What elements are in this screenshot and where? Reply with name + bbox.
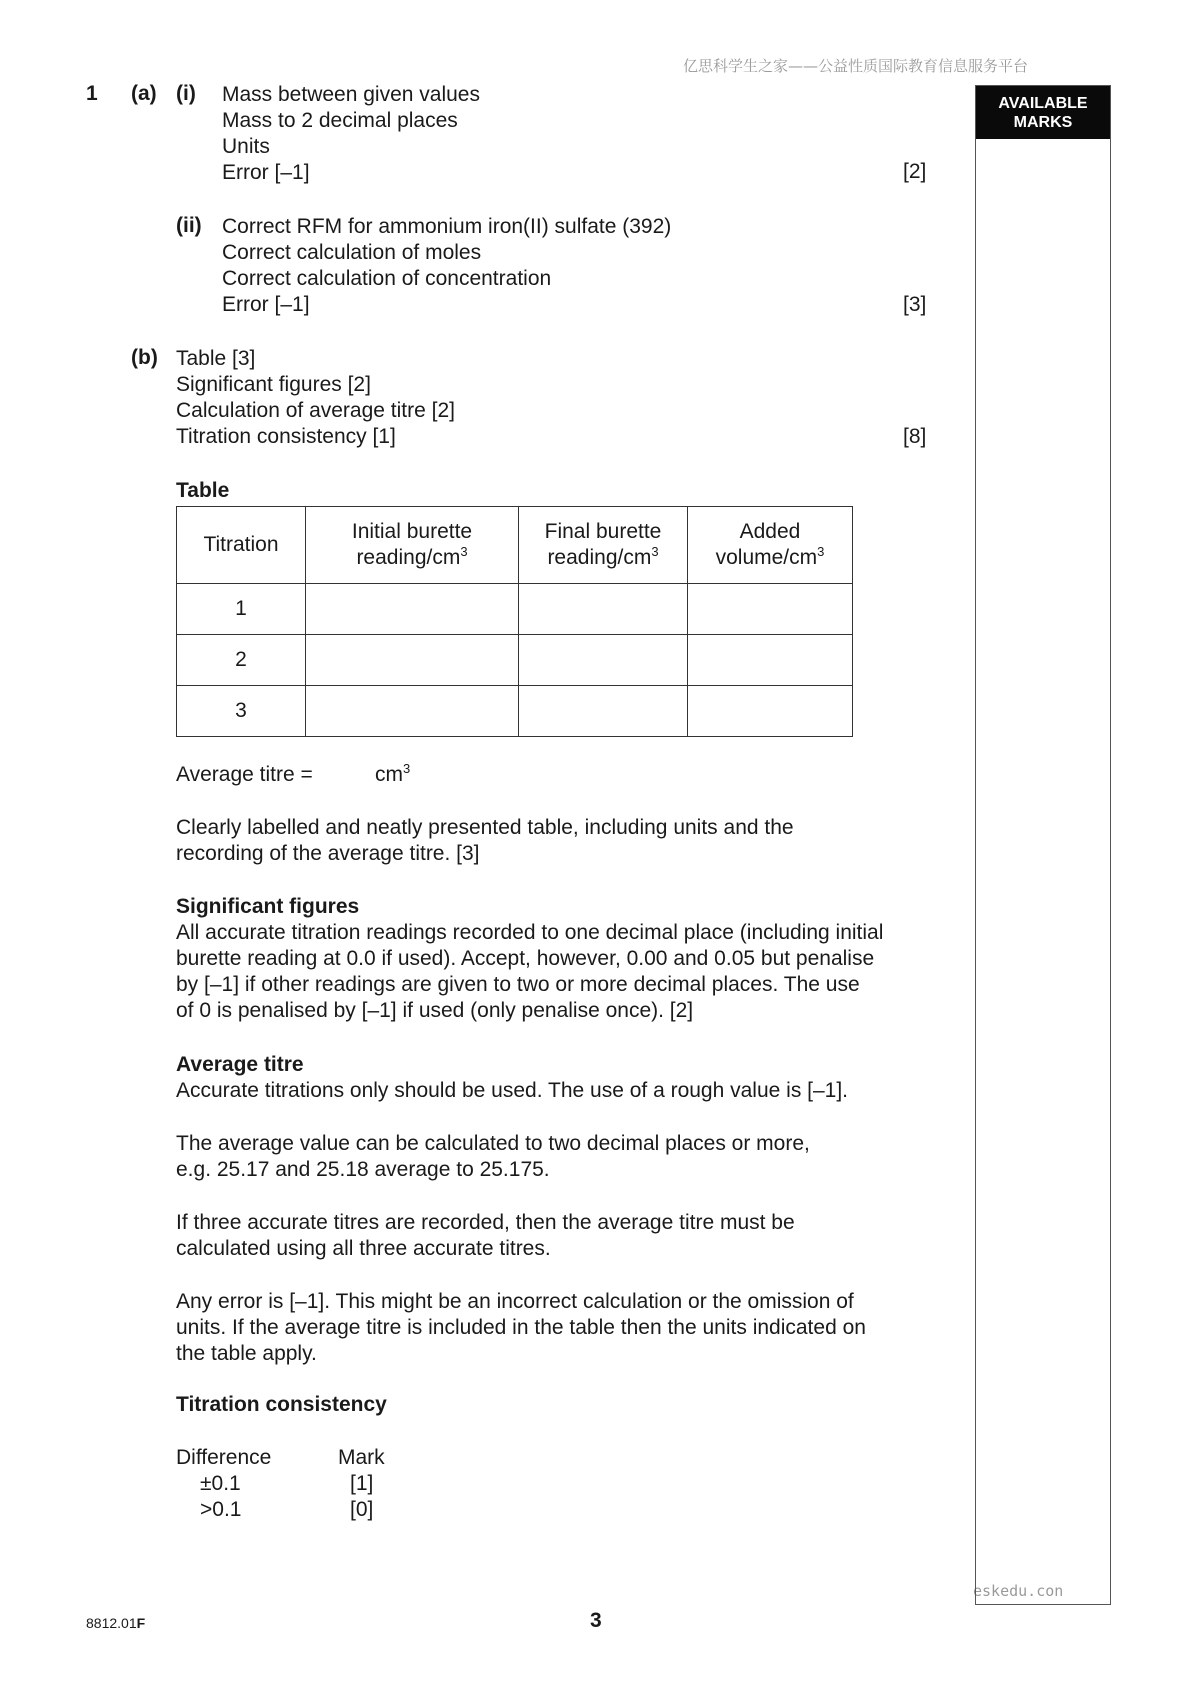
average-titre-paragraph-3: If three accurate titres are recorded, then the average titre must be calculated using all three accurate titres. xyxy=(176,1211,795,1260)
table-cell xyxy=(688,686,853,737)
average-titre-paragraph-2: The average value can be calculated to two decimal places or more, e.g. 25.17 and 25.18 average to 25.175. xyxy=(176,1132,810,1181)
table-heading: Table xyxy=(176,479,230,502)
page-number: 3 xyxy=(590,1609,602,1632)
header-titration: Titration xyxy=(177,507,306,584)
titration-number: 3 xyxy=(177,686,306,737)
consistency-difference-1: ±0.1 xyxy=(200,1472,241,1495)
table-cell xyxy=(688,584,853,635)
mark-column-header: Mark xyxy=(338,1446,385,1469)
part-a-i-criteria: Mass between given values Mass to 2 decimal places Units Error [–1] xyxy=(222,83,480,184)
footer-code: 8812.01F xyxy=(86,1615,146,1631)
part-b-mark: [8] xyxy=(903,425,927,448)
table-cell xyxy=(306,686,519,737)
average-titre-label: Average titre = xyxy=(176,763,313,786)
table-row xyxy=(177,686,853,737)
table-cell xyxy=(306,635,519,686)
consistency-mark-1: [1] xyxy=(350,1472,374,1495)
part-a-i-label: (i) xyxy=(176,82,196,105)
titration-table xyxy=(176,506,853,737)
table-cell xyxy=(519,635,688,686)
available-marks-column xyxy=(975,85,1111,1605)
part-b-label: (b) xyxy=(131,346,158,369)
table-cell xyxy=(519,584,688,635)
available-marks-header: AVAILABLE MARKS xyxy=(976,86,1110,139)
titration-number: 1 xyxy=(177,584,306,635)
header-final-burette: Final burette reading/$cm^3$ xyxy=(519,507,688,584)
watermark-bottom: eskedu.con xyxy=(973,1582,1064,1600)
header-initial-burette: Initial burette reading/$cm^3$ xyxy=(306,507,519,584)
header-added-volume: Added volume/$cm^3$ xyxy=(688,507,853,584)
part-b-criteria: Table [3] Significant figures [2] Calculation of average titre [2] Titration consistency [1] xyxy=(176,347,455,448)
consistency-difference-2: >0.1 xyxy=(200,1498,242,1521)
average-titre-paragraph-4: Any error is [–1]. This might be an incorrect calculation or the omission of units. If the average titre is included in the table then the units indicated on the table apply. xyxy=(176,1290,866,1365)
average-titre-unit: $cm^3$ xyxy=(375,761,411,786)
table-row xyxy=(177,635,853,686)
table-note: Clearly labelled and neatly presented table, including units and the recording of the average titre. [3] xyxy=(176,816,794,865)
table-cell xyxy=(688,635,853,686)
titration-consistency-heading: Titration consistency xyxy=(176,1393,387,1416)
part-a-ii-mark: [3] xyxy=(903,293,927,316)
significant-figures-section: Significant figures All accurate titration readings recorded to one decimal place (including initial burette reading at 0.0 if used). Accept, however, 0.00 and 0.05 but penalise by [–1] if other readings are given to two or more decimal places. The use of 0 is penalised by [–1] if used (only penalise once). [2] xyxy=(176,894,946,1024)
significant-figures-heading: Significant figures xyxy=(176,895,360,918)
table-cell xyxy=(519,686,688,737)
difference-column-header: Difference xyxy=(176,1446,272,1469)
consistency-mark-2: [0] xyxy=(350,1498,374,1521)
part-a-label: (a) xyxy=(131,82,157,105)
table-header-row xyxy=(177,507,853,584)
part-a-i-mark: [2] xyxy=(903,160,927,183)
part-a-ii-criteria: Correct RFM for ammonium iron(II) sulfate (392) Correct calculation of moles Correct calculation of concentration Error [–1] xyxy=(222,215,672,316)
table-cell xyxy=(306,584,519,635)
question-number: 1 xyxy=(86,82,98,105)
table-row xyxy=(177,584,853,635)
titration-number: 2 xyxy=(177,635,306,686)
average-titre-heading: Average titre xyxy=(176,1053,304,1076)
average-titre-section: Average titre Accurate titrations only should be used. The use of a rough value is [–1]. xyxy=(176,1052,946,1104)
watermark-top: 亿思科学生之家——公益性质国际教育信息服务平台 xyxy=(683,57,1029,75)
part-a-ii-label: (ii) xyxy=(176,214,202,237)
